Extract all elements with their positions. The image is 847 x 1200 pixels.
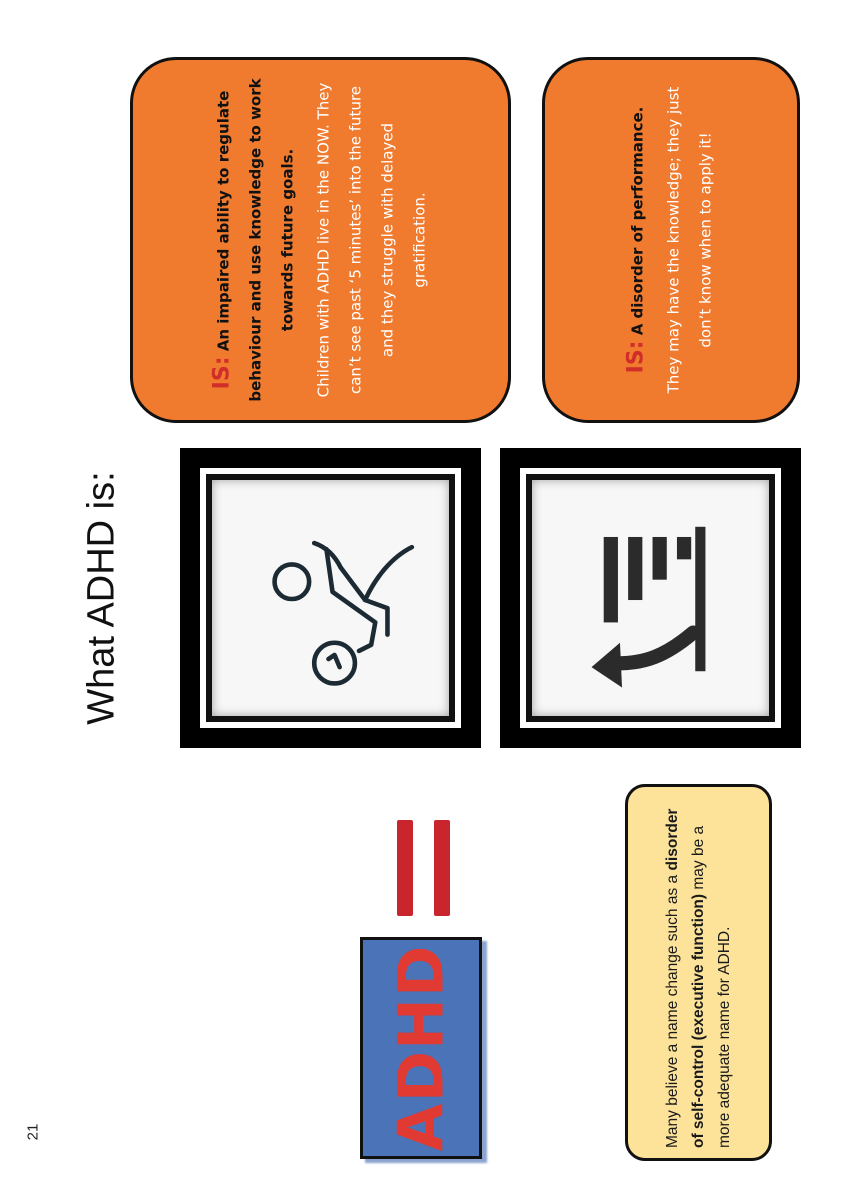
clock-person-icon (212, 480, 449, 716)
name-change-note (625, 784, 772, 1161)
note-text-bold: disorder of self-control (executive function) (663, 808, 707, 1148)
impaired-ability-heading (206, 75, 303, 405)
impaired-ability-heading-text: An impaired ability to regulate behaviour and use knowledge to work towards future goals. (214, 78, 296, 402)
icon-frame-impaired-regulation (180, 448, 481, 748)
disorder-of-performance-heading-text: A disorder of performance. (628, 106, 647, 336)
is-label: IS: (209, 356, 234, 390)
is-label: IS: (623, 340, 649, 374)
impaired-ability-body: Children with ADHD live in the NOW. They can’t see past ‘5 minutes’ into the future and they struggle with delayed gratification. (314, 82, 428, 398)
equals-sign-bar-top (397, 820, 413, 916)
disorder-of-performance-body: They may have the knowledge; they just don’t know when to apply it! (664, 86, 715, 394)
adhd-badge (360, 937, 482, 1159)
note-text-start: Many believe a name change such as a (663, 870, 681, 1148)
note-text-end: may be a more adequate name for ADHD. (689, 825, 733, 1148)
name-change-note-text (660, 798, 738, 1148)
adhd-badge-label: ADHD (384, 944, 458, 1152)
disorder-of-performance-heading (621, 80, 654, 400)
icon-frame-performance (500, 448, 801, 748)
page-title: What ADHD is: (80, 471, 123, 725)
page-number: 21 (24, 1123, 42, 1141)
disorder-of-performance-card-content (621, 80, 722, 400)
disorder-of-performance-card (542, 57, 800, 423)
equals-sign-bar-bottom (434, 820, 450, 916)
bar-chart-arrow-icon (532, 480, 769, 716)
impaired-ability-card (130, 57, 511, 423)
impaired-ability-card-content (206, 75, 435, 405)
